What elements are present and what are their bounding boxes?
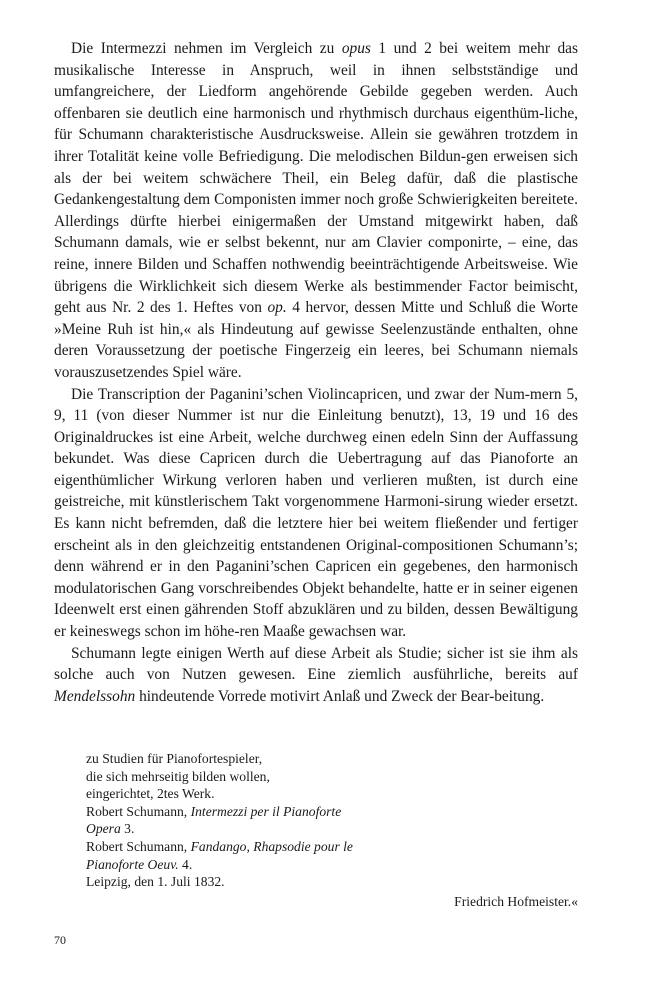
letter-line bbox=[86, 803, 586, 821]
paragraph bbox=[54, 384, 578, 643]
text-run: 1 und 2 bei weitem mehr das musikalische Interesse in Anspruch, weil in ihnen selbstständige und umfangreichere, der Liedform angehörende Gebilde gegeben werden. Auch offenbaren sie deutlich eine harmonisch und rhythmisch durchaus eigenthüm-liche, für Schumann charakteristische Ausdrucksweise. Allein sie gewähren trotzdem in ihrer Totalität keine volle Befriedigung. Die melodischen Bildun-gen erweisen sich als der bei weitem schwächere Theil, ein Beleg dafür, daß die plastische Gedankengestaltung dem Componisten immer noch große Schwierigkeiten bereitete. Allerdings dürfte hierbei einigermaßen der Umstand mitgewirkt haben, daß Schumann damals, wie er selbst bekennt, nur am Clavier componirte, – eine, das reine, innere Bilden und Schaffen nothwendig beeinträchtigende Arbeitsweise. Wie übrigens die Wirklichkeit sich diesem Werke als bestimmender Factor beimischt, geht aus Nr. 2 des 1. Heftes von bbox=[54, 40, 579, 317]
signature: Friedrich Hofmeister.« bbox=[454, 894, 578, 909]
text-run: Robert Schumann, bbox=[86, 838, 191, 854]
page-number: 70 bbox=[54, 933, 66, 947]
italic-run: Fandango, Rhapsodie pour le bbox=[190, 838, 353, 854]
text-run: 4. bbox=[178, 856, 193, 872]
paragraph bbox=[54, 643, 578, 708]
text-run: Die Intermezzi nehmen im Vergleich zu bbox=[71, 40, 342, 57]
italic-run: opus bbox=[341, 40, 371, 57]
text-run: 3. bbox=[120, 821, 135, 837]
letter-line bbox=[86, 838, 586, 856]
quoted-letter bbox=[86, 750, 586, 891]
letter-line bbox=[86, 768, 586, 786]
italic-run: Opera bbox=[86, 821, 121, 837]
letter-line bbox=[86, 820, 586, 838]
letter-line bbox=[86, 873, 586, 891]
text-run: 4 hervor, dessen Mitte und Schluß die Worte »Meine Ruh ist hin,« als Hindeutung auf gewisse Seelenzustände enthalten, ohne deren Voraussetzung der poetische Fingerzeig ein leeres, bei Schumann niemals vorauszusetzendes Spiel wäre. bbox=[54, 299, 578, 381]
text-run: hindeutende Vorrede motivirt Anlaß und Zweck der Bear-beitung. bbox=[135, 687, 545, 705]
italic-run: Intermezzi per il Pianoforte bbox=[190, 803, 342, 819]
italic-run: Mendelssohn bbox=[54, 687, 136, 705]
text-run: Leipzig, den 1. Juli 1832. bbox=[86, 874, 225, 890]
letter-line bbox=[86, 856, 586, 874]
italic-run: Pianoforte Oeuv. bbox=[86, 856, 179, 872]
body-text bbox=[54, 38, 578, 707]
text-run: eingerichtet, 2tes Werk. bbox=[86, 786, 215, 802]
italic-run: op. bbox=[267, 299, 287, 317]
text-run: die sich mehrseitig bilden wollen, bbox=[86, 768, 270, 784]
text-run: zu Studien für Pianofortespieler, bbox=[86, 751, 263, 766]
text-run: Robert Schumann, bbox=[86, 803, 191, 819]
letter-line bbox=[86, 785, 586, 803]
text-run: Schumann legte einigen Werth auf diese Arbeit als Studie; sicher ist sie ihm als solche auch von Nutzen gewesen. Eine ziemlich ausführliche, bereits auf bbox=[54, 644, 578, 684]
letter-line bbox=[86, 750, 586, 768]
text-run: Die Transcription der Paganini’schen Violincapricen, und zwar der Num-mern 5, 9, 11 (von dieser Nummer ist nur die Einleitung benutzt), 13, 19 und 16 des Originaldruckes ist eine Arbeit, welche durchweg einen edeln Sinn der Auffassung bekundet. Was diese Capricen durch die Uebertragung auf das Pianoforte an eigenthümlicher Wirkung verloren haben und verlieren mußten, ist durch eine geistreiche, mit künstlerischem Takt vorgenommene Harmoni-sirung wieder ersetzt. Es kann nicht befremden, daß die letztere hier bei weitem fließender und fertiger erscheint als in den gleichzeitig entstandenen Original-compositionen Schumann’s; denn während er in den Paganini’schen Capricen ein gegebenes, den harmonisch modulatorischen Gang vorschreibendes Objekt behandelte, hatte er in seiner eigenen Ideenwelt erst einen gährenden Stoff abzuklären und zu bilden, dessen Bewältigung er keineswegs schon im höhe-ren Maaße gewachsen war. bbox=[54, 385, 578, 641]
paragraph bbox=[54, 38, 578, 384]
